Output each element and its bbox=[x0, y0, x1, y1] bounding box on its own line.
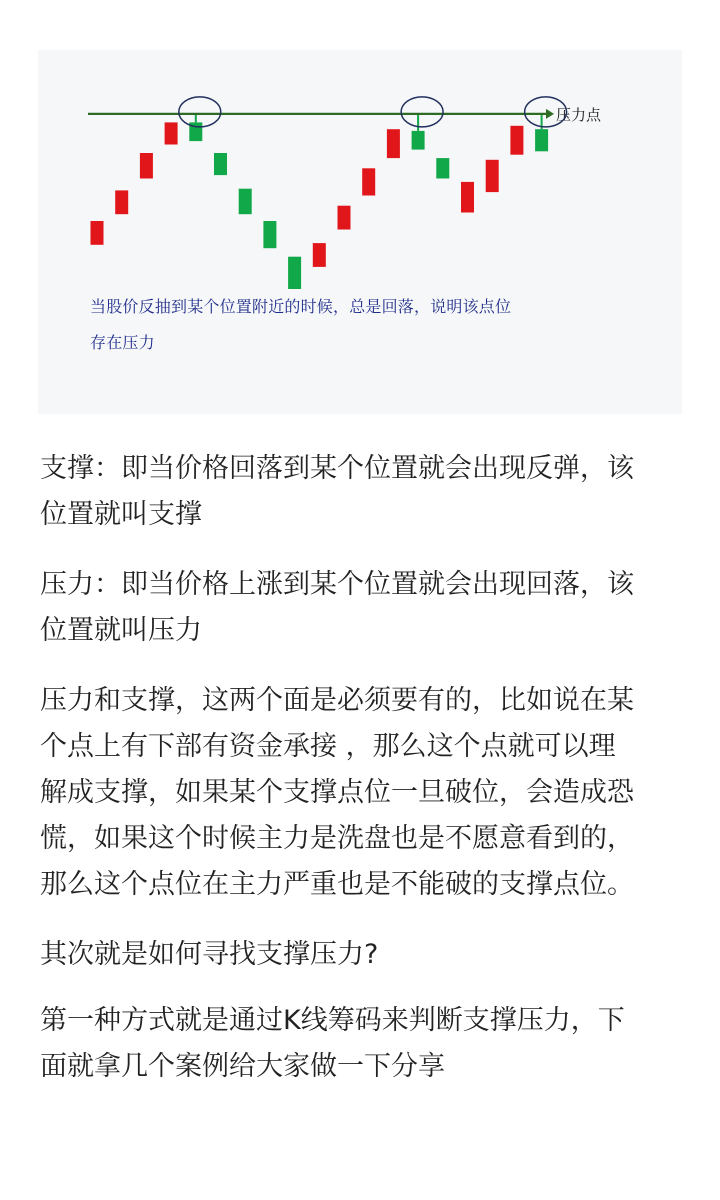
candle-up bbox=[510, 126, 523, 155]
candle-down bbox=[263, 221, 276, 248]
text-line: 位置就叫支撑 bbox=[40, 499, 202, 530]
candle-down bbox=[239, 189, 252, 215]
candle-up bbox=[313, 243, 326, 267]
text-line: 个点上有下部有资金承接 ，那么这个点就可以理 bbox=[40, 731, 616, 762]
article-body bbox=[40, 446, 682, 1114]
candle-up bbox=[461, 182, 474, 213]
chart-figure bbox=[38, 50, 682, 414]
candle-up bbox=[387, 129, 400, 158]
text-line: 慌，如果这个时候主力是洗盘也是不愿意看到的， bbox=[40, 823, 634, 854]
paragraph-method bbox=[40, 998, 682, 1090]
candle-up bbox=[338, 206, 351, 230]
resistance-line-arrow bbox=[546, 109, 554, 119]
chart-caption-line-2: 存在压力 bbox=[90, 333, 155, 352]
text-line: 支撑：即当价格回落到某个位置就会出现反弹，该 bbox=[40, 453, 634, 484]
paragraph-explanation bbox=[40, 678, 682, 908]
text-line: 面就拿几个案例给大家做一下分享 bbox=[40, 1051, 445, 1082]
text-line: 第一种方式就是通过K线筹码来判断支撑压力，下 bbox=[40, 1005, 625, 1036]
resistance-label: 压力点 bbox=[556, 105, 602, 124]
candle-up bbox=[362, 168, 375, 195]
candle-up bbox=[115, 190, 128, 214]
text-line: 那么这个点位在主力严重也是不能破的支撑点位。 bbox=[40, 869, 634, 900]
candlestick-chart bbox=[38, 50, 682, 414]
candle-up bbox=[165, 122, 178, 144]
paragraph-question bbox=[40, 932, 682, 978]
text-line: 其次就是如何寻找支撑压力? bbox=[40, 939, 379, 970]
pressure-point-circle bbox=[401, 97, 443, 127]
candle-down bbox=[412, 131, 425, 150]
paragraph-support-definition bbox=[40, 446, 682, 538]
candle-up bbox=[91, 221, 104, 245]
text-line: 解成支撑，如果某个支撑点位一旦破位，会造成恐 bbox=[40, 777, 634, 808]
text-line: 压力和支撑，这两个面是必须要有的，比如说在某 bbox=[40, 685, 634, 716]
candle-up bbox=[140, 153, 153, 179]
text-line: 位置就叫压力 bbox=[40, 615, 202, 646]
candle-up bbox=[486, 160, 499, 192]
candle-down bbox=[436, 158, 449, 178]
candle-down bbox=[535, 129, 548, 151]
candle-down bbox=[214, 153, 227, 175]
chart-caption-line-1: 当股价反抽到某个位置附近的时候，总是回落，说明该点位 bbox=[90, 297, 512, 316]
candle-down bbox=[288, 257, 301, 289]
text-line: 压力：即当价格上涨到某个位置就会出现回落，该 bbox=[40, 569, 634, 600]
paragraph-pressure-definition bbox=[40, 562, 682, 654]
